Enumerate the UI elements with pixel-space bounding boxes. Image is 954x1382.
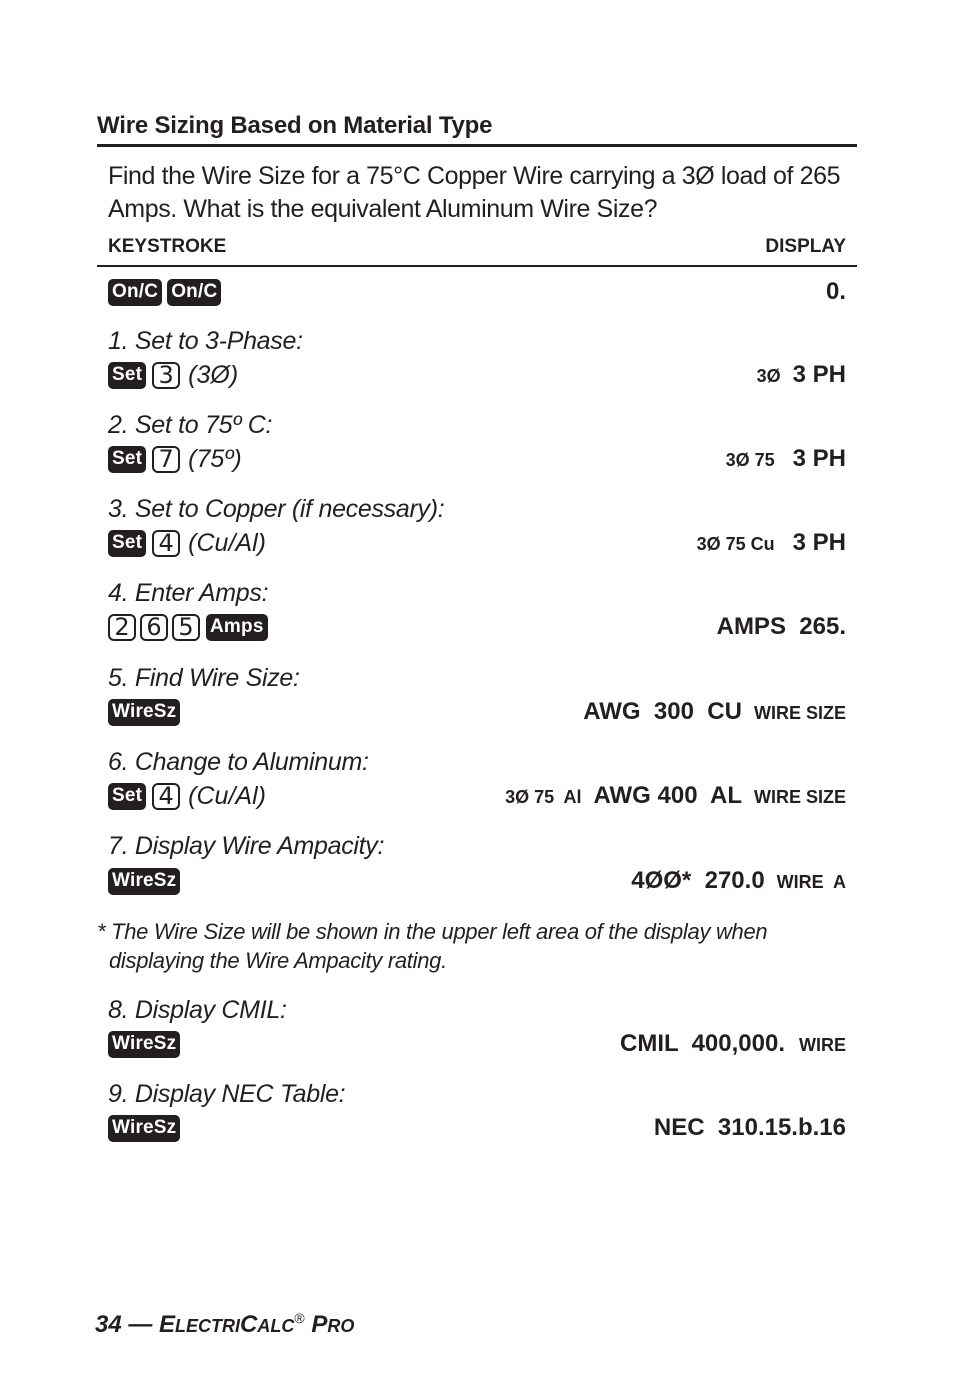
- step-label: 9. Display NEC Table:: [108, 1080, 346, 1108]
- set-key: Set: [108, 783, 146, 810]
- step-label: 5. Find Wire Size:: [108, 664, 300, 692]
- onc-key: On/C: [167, 279, 221, 306]
- wiresz-key: WireSz: [108, 699, 180, 726]
- key-2: 2: [108, 614, 136, 641]
- step-9: [108, 1077, 846, 1145]
- display-annunciator: 3Ø 75: [725, 450, 775, 470]
- step-2: [108, 408, 846, 476]
- display-header: DISPLAY: [765, 236, 846, 257]
- footnote: [97, 917, 857, 975]
- set-key: Set: [108, 362, 146, 389]
- display-annunciator: WIRE SIZE: [753, 703, 846, 723]
- wiresz-key: WireSz: [108, 1115, 180, 1142]
- display-annunciator: WIRE A: [776, 872, 846, 892]
- key-note: (3Ø): [188, 360, 239, 389]
- display-value: 3 PH: [792, 361, 846, 388]
- step-3: [108, 492, 846, 560]
- display-value: 0.: [825, 278, 846, 305]
- display-value: 4ØØ* 270.0: [631, 867, 765, 894]
- step-label: 6. Change to Aluminum:: [108, 748, 369, 776]
- display-value: CMIL 400,000.: [620, 1030, 785, 1057]
- wiresz-key: WireSz: [108, 868, 180, 895]
- step-7: [108, 829, 846, 899]
- registered-mark: ®: [294, 1310, 305, 1326]
- key-6: 6: [140, 614, 168, 641]
- key-3: 3: [152, 362, 180, 389]
- footnote-line: displaying the Wire Ampacity rating.: [109, 948, 447, 973]
- display-annunciator: 3Ø 75 Cu: [696, 534, 775, 554]
- page-footer: 34 — ELECTRICALC® PRO: [95, 1310, 355, 1338]
- step-label: 1. Set to 3-Phase:: [108, 327, 303, 355]
- step-label: 2. Set to 75º C:: [108, 411, 273, 439]
- display-value: 3 PH: [792, 529, 846, 556]
- keystroke-header: KEYSTROKE: [108, 236, 227, 257]
- set-key: Set: [108, 446, 146, 473]
- step-clear: [108, 275, 846, 309]
- step-4: [108, 576, 846, 644]
- step-label: 7. Display Wire Ampacity:: [108, 832, 385, 860]
- footnote-line: * The Wire Size will be shown in the upper left area of the display when: [97, 919, 768, 944]
- step-1: [108, 324, 846, 392]
- display-value: 3 PH: [792, 445, 846, 472]
- page-number: 34 —: [95, 1311, 160, 1338]
- display-value: NEC 310.15.b.16: [653, 1114, 846, 1141]
- wiresz-key: WireSz: [108, 1031, 180, 1058]
- onc-key: On/C: [108, 279, 162, 306]
- display-value: AWG 300 CU: [583, 698, 742, 725]
- key-note: (Cu/Al): [188, 781, 266, 810]
- step-label: 8. Display CMIL:: [108, 996, 287, 1024]
- title-rule: [97, 144, 857, 147]
- display-annunciator: WIRE: [799, 1035, 846, 1055]
- display-value: AWG 400 AL: [593, 782, 742, 809]
- step-8: [108, 993, 846, 1061]
- key-7: 7: [152, 446, 180, 473]
- display-annunciator: WIRE SIZE: [753, 787, 846, 807]
- page-title: Wire Sizing Based on Material Type: [97, 112, 493, 139]
- key-4: 4: [152, 783, 180, 810]
- header-rule: [97, 265, 857, 267]
- display-value: AMPS 265.: [716, 613, 846, 640]
- key-note: (75º): [188, 444, 242, 473]
- step-label: 4. Enter Amps:: [108, 579, 269, 607]
- step-label: 3. Set to Copper (if necessary):: [108, 495, 445, 523]
- problem-statement: Find the Wire Size for a 75°C Copper Wire carrying a 3Ø load of 265 Amps. What is the equivalent Aluminum Wire Size?: [108, 162, 841, 223]
- set-key: Set: [108, 530, 146, 557]
- key-5: 5: [172, 614, 200, 641]
- amps-key: Amps: [206, 614, 268, 641]
- key-note: (Cu/Al): [188, 528, 266, 557]
- step-5: [108, 661, 846, 729]
- display-annunciator: 3Ø 75 Al: [505, 787, 582, 807]
- display-annunciator: 3Ø: [756, 366, 781, 386]
- step-6: [108, 745, 846, 813]
- key-4: 4: [152, 530, 180, 557]
